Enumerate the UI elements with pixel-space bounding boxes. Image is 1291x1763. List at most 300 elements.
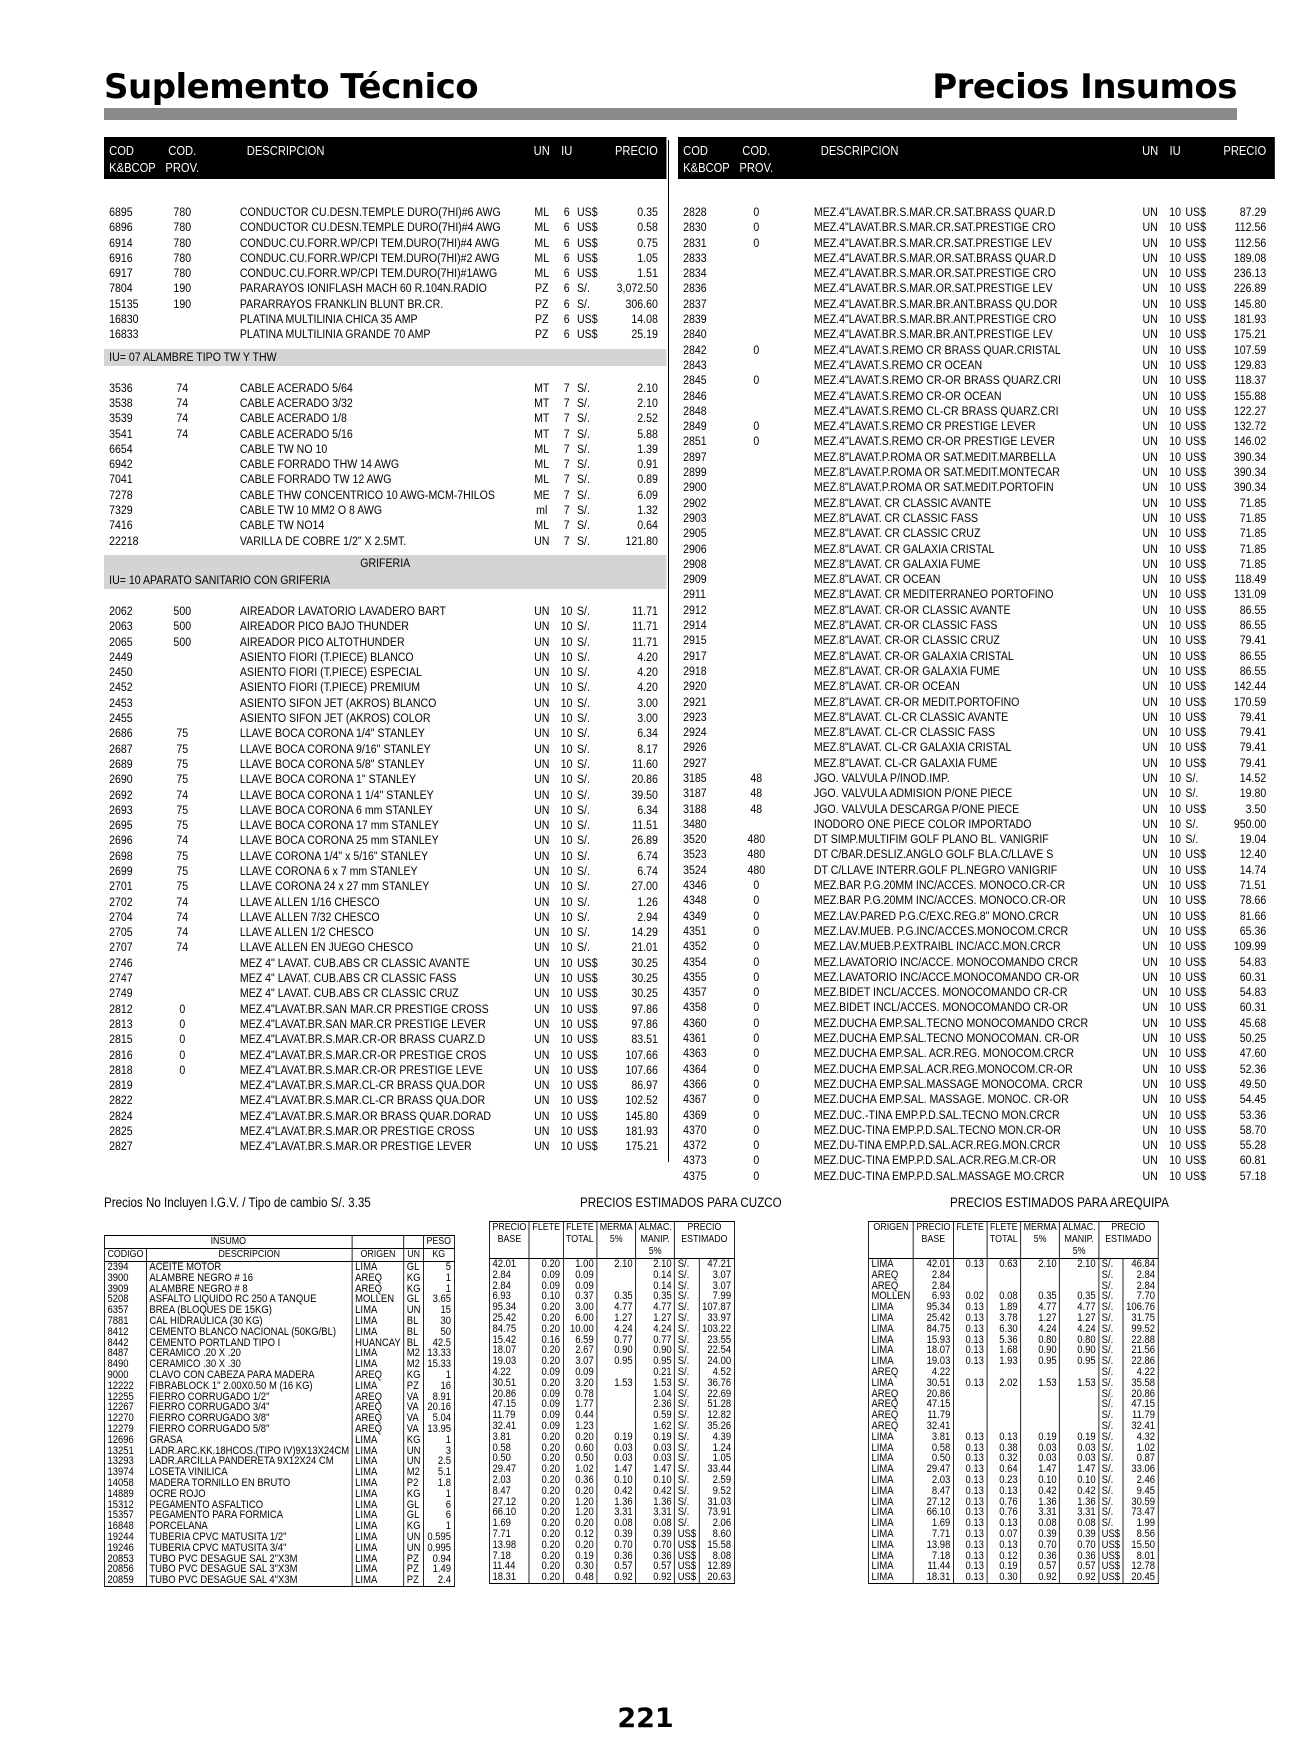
prov-cell	[162, 956, 202, 971]
description-cell: MEZ 4" LAVAT. CUB.ABS CR CLASSIC FASS	[239, 971, 457, 986]
cod-cell: 2839	[683, 312, 707, 327]
unit-cell: UN	[534, 1093, 550, 1108]
table-cell: 19246	[104, 1543, 146, 1554]
currency-cell: S/.	[1185, 832, 1199, 847]
iu-cell: 6	[563, 327, 570, 342]
table-cell: 0.09	[529, 1389, 563, 1400]
price-row	[104, 427, 666, 442]
prov-cell: 74	[176, 395, 189, 410]
table-cell: 13251	[104, 1446, 146, 1457]
description-cell: CONDUCTOR CU.DESN.TEMPLE DURO(7HI)#4 AWG	[239, 220, 501, 235]
currency-cell: US$	[577, 327, 598, 342]
table-row	[489, 1432, 734, 1443]
price-cell: 2.52	[637, 411, 658, 426]
table-cell: PEGAMENTO PARA FORMICA	[146, 1510, 352, 1521]
currency-cell: S/.	[577, 772, 590, 787]
table-cell: 27.12	[489, 1497, 529, 1508]
price-cell: 189.08	[1233, 250, 1267, 265]
description-cell: AIREADOR PICO ALTOTHUNDER	[239, 634, 405, 649]
cod-cell: 2824	[109, 1108, 133, 1123]
table-cell: AREQ	[868, 1270, 913, 1281]
prov-cell: 0	[753, 1122, 760, 1137]
iu-cell: 10	[560, 1016, 573, 1031]
table-cell: 2.84	[1123, 1270, 1158, 1281]
table-cell: 0.90	[636, 1345, 675, 1356]
table-cell: S/.	[1099, 1270, 1123, 1281]
currency-cell: S/.	[577, 863, 590, 878]
table-cell: 0.76	[987, 1507, 1021, 1518]
table-cell: 0.70	[1060, 1540, 1099, 1551]
price-row	[678, 847, 1275, 862]
table-cell: 20856	[104, 1564, 146, 1575]
currency-cell: US$	[577, 266, 598, 281]
price-cell: 83.51	[631, 1032, 658, 1047]
description-cell: LLAVE ALLEN 1/2 CHESCO	[239, 925, 374, 940]
price-row	[104, 457, 666, 472]
iu-cell: 7	[563, 487, 570, 502]
table-cell: 36.76	[699, 1378, 734, 1389]
price-row	[678, 1123, 1275, 1138]
table-cell: CEMENTO PORTLAND TIPO I	[146, 1338, 352, 1349]
table-cell: 2.5	[423, 1456, 454, 1467]
price-cell: 79.41	[1239, 709, 1267, 724]
description-cell: MEZ.4"LAVAT.BR.S.MAR.OR BRASS QUAR.DORAD	[239, 1108, 492, 1123]
description-cell: MEZ.8"LAVAT. CR OCEAN	[813, 572, 941, 587]
unit-cell: UN	[534, 848, 550, 863]
table-cell: S/.	[675, 1345, 699, 1356]
table-row	[489, 1540, 734, 1551]
currency-cell: US$	[1185, 1122, 1206, 1137]
currency-cell: US$	[577, 205, 598, 219]
cod-cell: 7041	[109, 472, 133, 487]
col-precio: PRECIO	[614, 143, 658, 158]
iu-cell: 10	[1169, 725, 1181, 740]
table-cell: 0.36	[1060, 1551, 1099, 1562]
cod-cell: 2915	[683, 633, 707, 648]
currency-cell: S/.	[577, 787, 590, 802]
price-row	[104, 1078, 666, 1093]
table-cell: 0.38	[987, 1443, 1021, 1454]
price-cell: 0.35	[637, 205, 658, 219]
table-cell: S/.	[1099, 1345, 1123, 1356]
prov-cell	[736, 679, 776, 694]
price-cell: 45.68	[1239, 1015, 1267, 1030]
cod-cell: 2830	[683, 220, 707, 235]
iu-cell: 10	[1169, 740, 1181, 755]
currency-cell: US$	[1185, 281, 1206, 296]
unit-cell: UN	[534, 756, 550, 771]
unit-cell: MT	[534, 395, 550, 410]
iu-cell: 10	[1169, 1138, 1181, 1153]
prov-cell	[162, 971, 202, 986]
table-row	[489, 1356, 734, 1367]
unit-cell: UN	[534, 833, 550, 848]
table-cell: 6.93	[489, 1291, 529, 1302]
table-cell: 0.92	[1021, 1572, 1060, 1583]
table-cell: 3.78	[987, 1313, 1021, 1324]
table-cell: 0.30	[987, 1572, 1021, 1583]
iu-cell: 10	[1169, 235, 1181, 250]
table-cell: 19.03	[489, 1356, 529, 1367]
price-row	[678, 832, 1275, 847]
cod-cell: 2846	[683, 388, 707, 403]
unit-cell: ml	[536, 503, 548, 518]
table-cell: 7.18	[489, 1551, 529, 1562]
unit-cell: MT	[534, 380, 550, 395]
description-cell: LLAVE CORONA 24 x 27 mm STANLEY	[239, 879, 430, 894]
price-row	[104, 895, 666, 910]
right-price-column	[678, 137, 1275, 1184]
iu-cell: 10	[560, 1032, 573, 1047]
description-cell: AIREADOR LAVATORIO LAVADERO BART	[239, 603, 446, 618]
table-cell: PEGAMENTO ASFALTICO	[146, 1500, 352, 1511]
table-cell: S/.	[1099, 1291, 1123, 1302]
iu-cell: 10	[1169, 510, 1181, 525]
currency-cell: S/.	[577, 296, 590, 311]
iu-cell: 10	[1169, 556, 1181, 571]
table-cell: 9.52	[699, 1486, 734, 1497]
prov-cell: 0	[753, 1015, 760, 1030]
unit-cell: UN	[534, 619, 550, 634]
table-cell: 31.03	[699, 1497, 734, 1508]
table-cell: 2.10	[597, 1259, 636, 1270]
unit-cell: UN	[1142, 1000, 1158, 1015]
price-cell: 65.36	[1239, 923, 1267, 938]
price-row	[104, 803, 666, 818]
table-cell: S/.	[1099, 1324, 1123, 1335]
iu-cell: 10	[560, 802, 573, 817]
currency-cell: US$	[1185, 1153, 1206, 1168]
table-cell: 0.03	[597, 1453, 636, 1464]
right-rows	[678, 205, 1275, 1184]
unit-cell: UN	[1142, 908, 1158, 923]
table-cell: S/.	[1099, 1518, 1123, 1529]
description-cell: MEZ.4"LAVAT.S.REMO CL-CR BRASS QUARZ.CRI	[813, 403, 1059, 418]
table-cell: 0.32	[987, 1453, 1021, 1464]
unit-cell: UN	[1142, 923, 1158, 938]
iu-cell: 10	[560, 925, 573, 940]
description-cell: MEZ.BIDET INCL/ACCES. MONOCOMANDO CR-CR	[813, 985, 1068, 1000]
table-cell: 0.94	[423, 1554, 454, 1565]
table-cell: LIMA	[868, 1540, 913, 1551]
table-cell: PZ	[404, 1381, 424, 1392]
table-cell: 4.77	[636, 1302, 675, 1313]
iu-cell: 7	[563, 426, 570, 441]
price-cell: 54.83	[1239, 985, 1267, 1000]
prov-cell	[736, 817, 776, 832]
table-cell: 3.07	[563, 1356, 597, 1367]
iu-cell: 10	[560, 1108, 573, 1123]
price-row	[678, 404, 1275, 419]
price-cell: 1.05	[637, 250, 658, 265]
description-cell: MEZ.4"LAVAT.BR.S.MAR.BR.ANT.PRESTIGE CRO	[813, 312, 1057, 327]
table-cell: 6.00	[563, 1313, 597, 1324]
currency-cell: S/.	[577, 603, 590, 618]
table-cell: AREQ	[868, 1421, 913, 1432]
price-row	[678, 511, 1275, 526]
description-cell: LLAVE ALLEN 7/32 CHESCO	[239, 909, 380, 924]
price-cell: 170.59	[1233, 694, 1267, 709]
table-cell	[597, 1410, 636, 1421]
table-cell: 5.36	[987, 1335, 1021, 1346]
prov-cell	[162, 650, 202, 665]
cod-cell: 3539	[109, 411, 133, 426]
table-cell: 42.01	[913, 1259, 953, 1270]
table-cell: 3.00	[563, 1302, 597, 1313]
table-cell: 0.13	[953, 1313, 987, 1324]
col-cod: COD K&BCOP	[109, 143, 156, 175]
table-cell: 6	[423, 1510, 454, 1521]
price-cell: 86.55	[1239, 648, 1267, 663]
iu-cell: 10	[1169, 1046, 1181, 1061]
unit-cell: UN	[1142, 1076, 1158, 1091]
description-cell: PARARAYOS IONIFLASH MACH 60 R.104N.RADIO	[239, 281, 487, 296]
price-cell: 181.93	[1233, 312, 1267, 327]
iu-cell: 10	[1169, 755, 1181, 770]
unit-cell: PZ	[534, 281, 549, 296]
table-cell: 1.53	[1060, 1378, 1099, 1389]
table-cell: 0.03	[1021, 1453, 1060, 1464]
cod-cell: 6942	[109, 457, 133, 472]
table-cell: LIMA	[352, 1554, 404, 1565]
table-cell: S/.	[675, 1497, 699, 1508]
price-row	[678, 281, 1275, 296]
table-cell: 1.77	[563, 1399, 597, 1410]
price-cell: 4.20	[637, 665, 658, 680]
prov-cell	[736, 695, 776, 710]
price-row	[678, 1138, 1275, 1153]
price-cell: 226.89	[1233, 281, 1267, 296]
cod-cell: 3188	[683, 801, 707, 816]
prov-cell: 0	[753, 419, 760, 434]
table-cell: 0.42	[1060, 1486, 1099, 1497]
price-cell: 6.34	[637, 726, 658, 741]
table-cell: US$	[675, 1529, 699, 1540]
table-cell: 0.13	[953, 1432, 987, 1443]
price-row	[104, 910, 666, 925]
table-cell: LIMA	[868, 1453, 913, 1464]
description-cell: MEZ.LAV.PARED P.G.C/EXC.REG.8" MONO.CRCR	[813, 908, 1059, 923]
unit-cell: UN	[534, 1124, 550, 1139]
table-cell: KG	[404, 1284, 424, 1295]
currency-cell: US$	[577, 1062, 598, 1077]
table-cell: 1.27	[1060, 1313, 1099, 1324]
table-cell: S/.	[675, 1475, 699, 1486]
currency-cell: S/.	[1185, 770, 1199, 785]
table-row	[868, 1572, 1158, 1583]
table-cell: 0.08	[636, 1518, 675, 1529]
price-row	[678, 603, 1275, 618]
table-cell: 0.20	[563, 1432, 597, 1443]
currency-cell: S/.	[577, 756, 590, 771]
table-cell: 0.58	[913, 1443, 953, 1454]
prov-cell	[736, 404, 776, 419]
table-cell: 0.80	[1021, 1335, 1060, 1346]
prov-cell: 0	[753, 1000, 760, 1015]
table-cell: 0.48	[563, 1572, 597, 1583]
table-cell: 0.10	[1021, 1475, 1060, 1486]
price-cell: 71.85	[1239, 510, 1267, 525]
price-cell: 109.99	[1233, 939, 1267, 954]
table-cell: 0.57	[636, 1561, 675, 1572]
table-cell: 0.13	[953, 1302, 987, 1313]
table-cell: BL	[404, 1327, 424, 1338]
cod-cell: 2707	[109, 940, 133, 955]
currency-cell: S/.	[577, 426, 590, 441]
table-cell: 0.13	[953, 1507, 987, 1518]
prov-cell: 75	[176, 756, 189, 771]
iu-cell: 7	[563, 380, 570, 395]
cod-cell: 2701	[109, 879, 133, 894]
table-cell: 15.42	[489, 1335, 529, 1346]
prov-cell: 0	[753, 878, 760, 893]
table-cell: 0.78	[563, 1389, 597, 1400]
currency-cell: US$	[577, 312, 598, 327]
table-cell: 2394	[104, 1262, 146, 1273]
description-cell: CABLE ACERADO 5/64	[239, 380, 353, 395]
iu-cell: 10	[1169, 663, 1181, 678]
unit-cell: UN	[1142, 969, 1158, 984]
price-cell: 97.86	[631, 1016, 658, 1031]
table-cell: 3.07	[699, 1270, 734, 1281]
table-cell: 0.70	[1021, 1540, 1060, 1551]
currency-cell: US$	[1185, 1000, 1206, 1015]
iu-cell: 10	[560, 879, 573, 894]
table-cell: LIMA	[352, 1435, 404, 1446]
table-cell: 1.68	[987, 1345, 1021, 1356]
iu-cell: 10	[1169, 296, 1181, 311]
table-cell: 0.13	[987, 1486, 1021, 1497]
table-cell: 31.75	[1123, 1313, 1158, 1324]
table-cell: 12696	[104, 1435, 146, 1446]
table-cell: 2.4	[423, 1575, 454, 1586]
table-cell: US$	[1099, 1540, 1123, 1551]
table-cell: KG	[404, 1521, 424, 1532]
table-cell: 0.77	[597, 1335, 636, 1346]
table-cell: LIMA	[352, 1575, 404, 1586]
currency-cell: US$	[1185, 1138, 1206, 1153]
description-cell: LLAVE BOCA CORONA 25 mm STANLEY	[239, 833, 439, 848]
price-row	[678, 955, 1275, 970]
price-row	[678, 236, 1275, 251]
currency-cell: US$	[577, 235, 598, 250]
price-cell: 6.34	[637, 802, 658, 817]
table-cell: LIMA	[352, 1467, 404, 1478]
prov-cell	[736, 618, 776, 633]
table-cell: 12.89	[699, 1561, 734, 1572]
table-cell: S/.	[675, 1432, 699, 1443]
description-cell: LLAVE CORONA 1/4" x 5/16" STANLEY	[239, 848, 429, 863]
cod-cell: 6895	[109, 205, 133, 219]
cod-cell: 2912	[683, 602, 707, 617]
table-cell: 22.86	[1123, 1356, 1158, 1367]
table-cell: S/.	[1099, 1453, 1123, 1464]
prov-cell	[736, 389, 776, 404]
table-cell: 66.10	[489, 1507, 529, 1518]
price-row	[104, 1124, 666, 1139]
prov-cell	[162, 665, 202, 680]
cod-cell: 2693	[109, 802, 133, 817]
table-cell: 0.13	[953, 1345, 987, 1356]
prov-cell: 48	[750, 770, 763, 785]
table-cell: 33.44	[699, 1464, 734, 1475]
iu-cell: 6	[563, 250, 570, 265]
unit-cell: UN	[1142, 878, 1158, 893]
iu-cell: 10	[1169, 893, 1181, 908]
table-cell: ACEITE MOTOR	[146, 1262, 352, 1273]
prov-cell	[736, 480, 776, 495]
description-cell: MEZ.8"LAVAT. CR-OR MEDIT.PORTOFINO	[813, 694, 1020, 709]
table-cell: 0.20	[529, 1572, 563, 1583]
table-cell: 32.41	[913, 1421, 953, 1432]
price-row	[678, 1153, 1275, 1168]
price-cell: 47.60	[1239, 1046, 1267, 1061]
table-cell: S/.	[1099, 1497, 1123, 1508]
table-cell: TUBERIA CPVC MATUSITA 1/2"	[146, 1532, 352, 1543]
description-cell: MEZ.4"LAVAT.BR.S.MAR.OR PRESTIGE LEVER	[239, 1139, 472, 1154]
table-cell: AREQ	[868, 1367, 913, 1378]
currency-cell: S/.	[577, 894, 590, 909]
table-cell: 20.86	[489, 1389, 529, 1400]
table-cell: 0.13	[987, 1432, 1021, 1443]
unit-cell: UN	[1142, 709, 1158, 724]
table-cell: 47.15	[1123, 1399, 1158, 1410]
prov-cell	[736, 633, 776, 648]
table-row	[489, 1345, 734, 1356]
cod-cell: 2908	[683, 556, 707, 571]
currency-cell: US$	[577, 1078, 598, 1093]
unit-cell: UN	[1142, 694, 1158, 709]
description-cell: MEZ.4"LAVAT.BR.S.MAR.BR.ANT.BRASS QU.DOR	[813, 296, 1058, 311]
table-cell: CERAMICO .30 X .30	[146, 1359, 352, 1370]
table-cell: 0.50	[913, 1453, 953, 1464]
iu-cell: 10	[1169, 465, 1181, 480]
table-row	[868, 1540, 1158, 1551]
unit-cell: UN	[1142, 403, 1158, 418]
table-cell: 0.09	[529, 1410, 563, 1421]
currency-cell: S/.	[577, 726, 590, 741]
description-cell: MEZ.LAVATORIO INC/ACCE.MONOCOMANDO CR-OR	[813, 969, 1080, 984]
cod-cell: 4349	[683, 908, 707, 923]
price-row	[678, 664, 1275, 679]
table-cell	[953, 1399, 987, 1410]
description-cell: LLAVE BOCA CORONA 1" STANLEY	[239, 772, 417, 787]
table-cell: LIMA	[868, 1324, 913, 1335]
iu-cell: 10	[1169, 449, 1181, 464]
table-cell: LADR.ARCILLA PANDERETA 9X12X24 CM	[146, 1456, 352, 1467]
iu-cell: 6	[563, 266, 570, 281]
table-cell: LIMA	[352, 1381, 404, 1392]
description-cell: CABLE TW NO 10	[239, 441, 328, 456]
table-cell: S/.	[675, 1421, 699, 1432]
table-cell: FIBRABLOCK 1" 2.00X0.50 M (16 KG)	[146, 1381, 352, 1392]
cod-cell: 6916	[109, 250, 133, 265]
prov-cell: 75	[176, 863, 189, 878]
prov-cell	[736, 266, 776, 281]
cod-cell: 2819	[109, 1078, 133, 1093]
table-cell: S/.	[1099, 1443, 1123, 1454]
description-cell: MEZ.DUC-TINA EMP.P.D.SAL.TECNO MON.CR-OR	[813, 1122, 1061, 1137]
igv-note: Precios No Incluyen I.G.V. / Tipo de cambio S/. 3.35	[104, 1195, 371, 1210]
currency-cell: US$	[1185, 541, 1206, 556]
description-cell: DT C/LLAVE INTERR.GOLF PL.NEGRO VANIGRIF	[813, 862, 1058, 877]
table-cell: 13.33	[423, 1348, 454, 1359]
prov-cell: 0	[753, 954, 760, 969]
unit-cell: UN	[1142, 449, 1158, 464]
table-cell: 0.09	[563, 1367, 597, 1378]
table-cell: 0.13	[987, 1540, 1021, 1551]
prov-cell: 0	[753, 908, 760, 923]
